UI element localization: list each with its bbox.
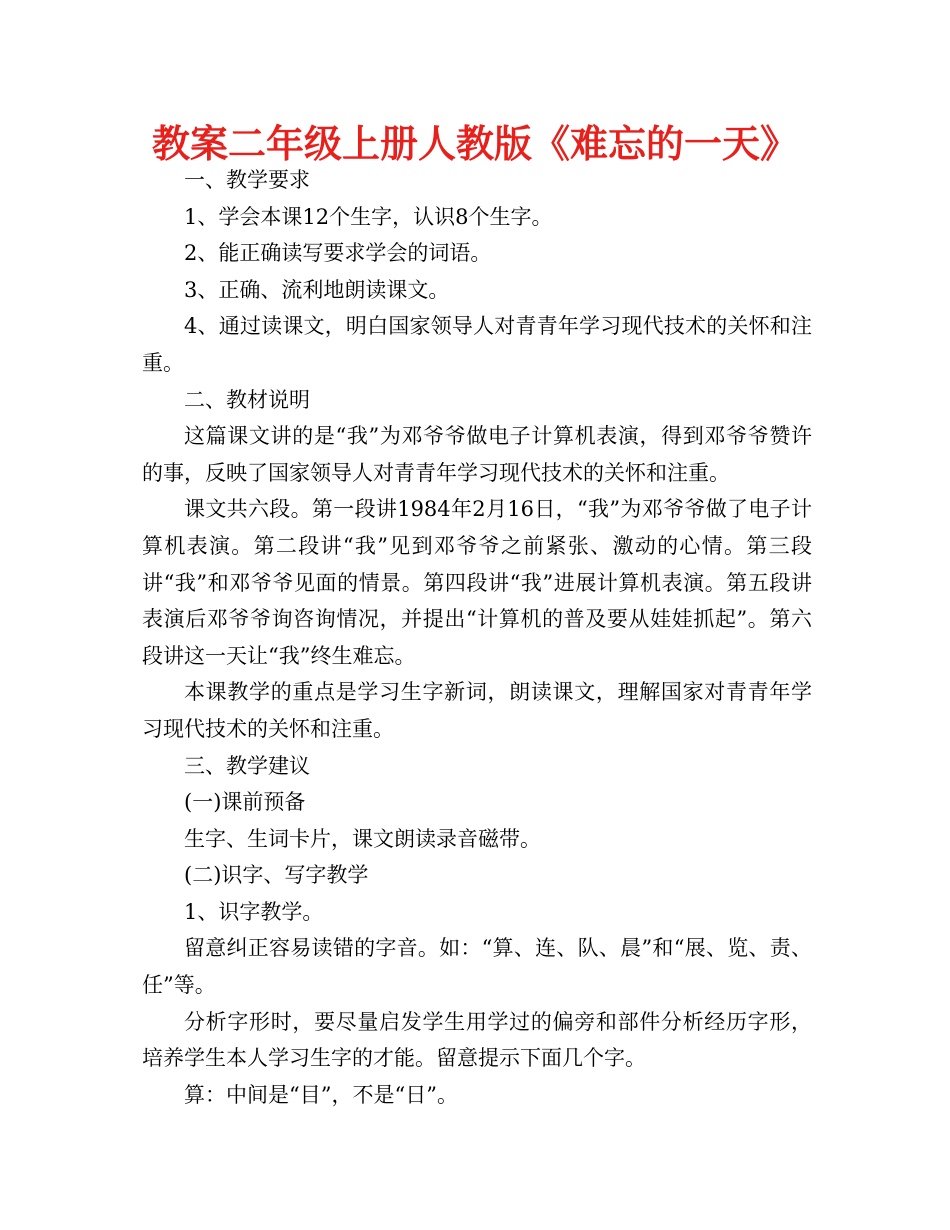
requirement-item: 3、正确、流利地朗读课文。 xyxy=(184,277,450,302)
requirement-item: 2、能正确读写要求学会的词语。 xyxy=(184,241,492,266)
body-paragraph: 生字、生词卡片，课文朗读录音磁带。 xyxy=(184,826,541,851)
numbered-item: 1、识字教学。 xyxy=(184,899,324,924)
body-paragraph: 课文共六段。第一段讲1984年2月16日，“我”为邓爷爷做了电子计算机表演。第二段讲“我”见到邓爷爷之前紧张、激动的心情。第三段讲“我”和邓爷爷见面的情景。第四段讲“我”进展计算机表演。第五段讲表演后邓爷爷询咨询情况，并提出“计算机的普及要从娃娃抓起”。第六段讲这一天让“我”终生难忘。 xyxy=(142,497,812,668)
section-heading-materials: 二、教材说明 xyxy=(184,387,310,412)
section-heading-suggestions: 三、教学建议 xyxy=(184,753,310,778)
body-paragraph: 留意纠正容易读错的字音。如：“算、连、队、晨”和“展、览、责、任”等。 xyxy=(142,936,812,998)
document-title: 教案二年级上册人教版《难忘的一天》 xyxy=(151,122,798,166)
body-paragraph: 算：中间是“目”，不是“日”。 xyxy=(184,1082,458,1107)
body-paragraph: 分析字形时，要尽量启发学生用学过的偏旁和部件分析经历字形，培养学生本人学习生字的才能。留意提示下面几个字。 xyxy=(142,1009,812,1071)
document-body xyxy=(142,162,812,1113)
body-paragraph: 本课教学的重点是学习生字新词，朗读课文，理解国家对青青年学习现代技术的关怀和注重。 xyxy=(142,680,812,741)
requirement-item: 1、学会本课12个生字，认识8个生字。 xyxy=(184,204,553,229)
body-paragraph: 这篇课文讲的是“我”为邓爷爷做电子计算机表演，得到邓爷爷赞许的事，反映了国家领导人对青青年学习现代技术的关怀和注重。 xyxy=(142,424,812,485)
subsection-heading: (一)课前预备 xyxy=(184,790,306,815)
subsection-heading: (二)识字、写字教学 xyxy=(184,863,369,888)
section-heading-requirements: 一、教学要求 xyxy=(184,168,310,192)
requirement-item: 4、通过读课文，明白国家领导人对青青年学习现代技术的关怀和注重。 xyxy=(142,314,812,375)
